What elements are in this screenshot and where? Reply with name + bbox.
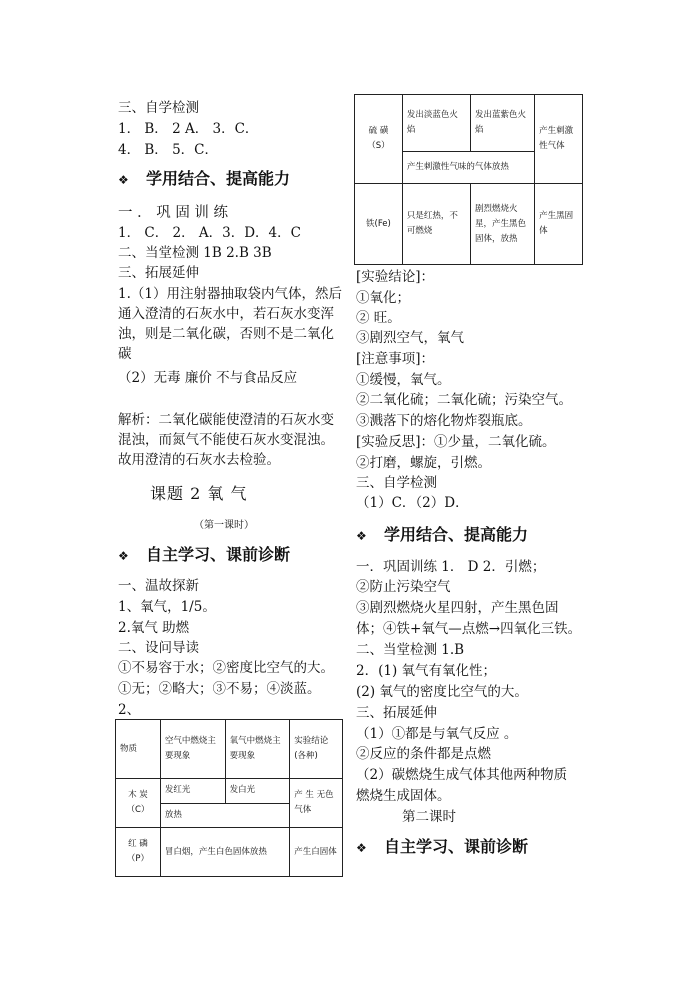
combustion-table-right — [354, 94, 583, 265]
table-cell: 发出蓝紫色火焰 — [471, 95, 535, 152]
answer-line: ②二氧化硫；二氧化硫；污染空气。 — [356, 392, 572, 408]
answer-line: 2.氧气 助燃 — [118, 620, 190, 636]
answer-line: ③剧烈空气，氧气 — [356, 330, 464, 346]
section-title-text: 学用结合、提高能力 — [146, 169, 291, 188]
section-title-text: 自主学习、课前诊断 — [384, 837, 529, 856]
answer-line: 燃烧生成固体。 — [356, 788, 451, 804]
section-title-text: 自主学习、课前诊断 — [146, 545, 291, 564]
answer-line: ②打磨，螺旋，引燃。 — [356, 455, 491, 471]
substance-formula: （S） — [367, 141, 390, 151]
answer-line: (2) 氧气的密度比空气的大。 — [356, 684, 528, 700]
answer-line: ③溅落下的熔化物炸裂瓶底。 — [356, 413, 532, 429]
section-heading: 一 ． 巩 固 训 练 — [118, 205, 229, 221]
table-cell: 发红光 — [160, 779, 225, 804]
section-title-text: 学用结合、提高能力 — [384, 525, 529, 544]
answer-line: 2、 — [118, 702, 141, 718]
answer-line: ①不易容于水；②密度比空气的大。 — [118, 660, 334, 676]
table-cell: 发出淡蓝色火焰 — [402, 95, 470, 152]
substance-name: 木 炭 — [128, 790, 148, 800]
answer-line: （1）C．（2）D． — [356, 495, 469, 511]
answer-line: 体；④铁+氧气—点燃→四氧化三铁。 — [356, 621, 582, 637]
lesson-subtitle: （第一课时） — [194, 520, 254, 531]
section-heading: 三、自学检测 — [118, 100, 199, 116]
table-header: 空气中燃烧主要现象 — [160, 720, 225, 779]
table-header: 氧气中燃烧主要现象 — [225, 720, 290, 779]
answer-line: 1． B． 2 A． 3．C． — [118, 121, 259, 137]
answer-line: ②反应的条件都是点燃 — [356, 746, 491, 762]
table-cell: 产生刺激性气体 — [535, 95, 583, 184]
answer-line: [实验反思]：①少量，二氧化硫。 — [356, 434, 556, 450]
table-cell — [116, 779, 161, 828]
section-title — [356, 526, 528, 545]
answer-line: 一．巩固训练 1． D 2．引燃； — [356, 559, 546, 575]
answer-line: ③剧烈燃烧火星四射，产生黑色固 — [356, 600, 559, 616]
table-header: 物质 — [116, 720, 161, 779]
table-cell: 产生黑固体 — [535, 184, 583, 265]
diamond-bullet-icon: ❖ — [356, 841, 367, 855]
section-title — [118, 546, 290, 565]
diamond-bullet-icon: ❖ — [356, 529, 367, 543]
lesson-title: 课题 2 氧 气 — [150, 484, 248, 503]
section-title — [356, 838, 528, 857]
answer-line: 2．(1) 氧气有氧化性； — [356, 663, 497, 679]
substance-formula: （C） — [126, 805, 150, 815]
answer-line: [实验结论]： — [356, 269, 435, 285]
table-cell: 产生白固体 — [290, 828, 343, 877]
answer-line: 二、当堂检测 1B 2.B 3B — [118, 245, 272, 261]
table-cell: 发白光 — [225, 779, 290, 804]
answer-line: ①无；②略大；③不易；④淡蓝。 — [118, 681, 321, 697]
answer-line: ②防止污染空气 — [356, 579, 451, 595]
answer-line: [注意事项]： — [356, 351, 435, 367]
substance-name: 红 磷 — [128, 839, 148, 849]
table-cell — [116, 828, 161, 877]
answer-line: （1）①都是与氧气反应 。 — [356, 726, 518, 742]
substance-name: 硫 磺 — [368, 126, 389, 136]
section-heading: 三、拓展延伸 — [118, 265, 199, 281]
table-cell: 产 生 无色气体 — [290, 779, 343, 828]
table-header: 实验结论(各种) — [290, 720, 343, 779]
answer-line: ①缓慢，氧气。 — [356, 372, 451, 388]
table-cell: 放热 — [160, 803, 289, 828]
combustion-table-left — [115, 719, 343, 877]
answer-line: ①氧化； — [356, 290, 410, 306]
answer-line: 1． C． 2． A．3．D．4．C — [118, 225, 301, 241]
table-cell: 剧烈燃烧火星，产生黑色固体，放热 — [471, 184, 535, 265]
lesson-subtitle: 第二课时 — [402, 809, 456, 825]
section-title — [118, 170, 290, 189]
table-cell: 产生刺激性气味的气体放热 — [402, 151, 534, 183]
section-heading: 二、设问导读 — [118, 640, 199, 656]
answer-line: （2）碳燃烧生成气体其他两种物质 — [356, 767, 568, 783]
answer-line: 二、当堂检测 1.B — [356, 642, 465, 658]
section-heading: 三、自学检测 — [356, 475, 437, 491]
table-cell: 铁(Fe) — [355, 184, 403, 265]
analysis-paragraph: 解析：二氧化碳能使澄清的石灰水变混浊，而氮气不能使石灰水变混浊。故用澄清的石灰水去检验。 — [118, 412, 334, 468]
diamond-bullet-icon: ❖ — [118, 549, 129, 563]
substance-formula: （P） — [126, 854, 150, 864]
table-cell: 只是红热，不可燃烧 — [402, 184, 470, 265]
table-cell: 冒白烟，产生白色固体放热 — [160, 828, 289, 877]
answer-paragraph: 1.（1）用注射器抽取袋内气体，然后通入澄清的石灰水中，若石灰水变浑浊，则是二氧化碳，否则不是二氧化碳 — [118, 286, 342, 362]
answer-line: 1、氧气，1/5。 — [118, 599, 216, 615]
section-heading: 三、拓展延伸 — [356, 705, 437, 721]
section-heading: 一、温故探新 — [118, 578, 199, 594]
answer-line: ② 旺。 — [356, 310, 401, 326]
table-cell — [355, 95, 403, 184]
answer-line: 4． B． 5．C． — [118, 142, 219, 158]
diamond-bullet-icon: ❖ — [118, 173, 129, 187]
answer-paragraph: （2）无毒 廉价 不与食品反应 — [118, 370, 298, 386]
